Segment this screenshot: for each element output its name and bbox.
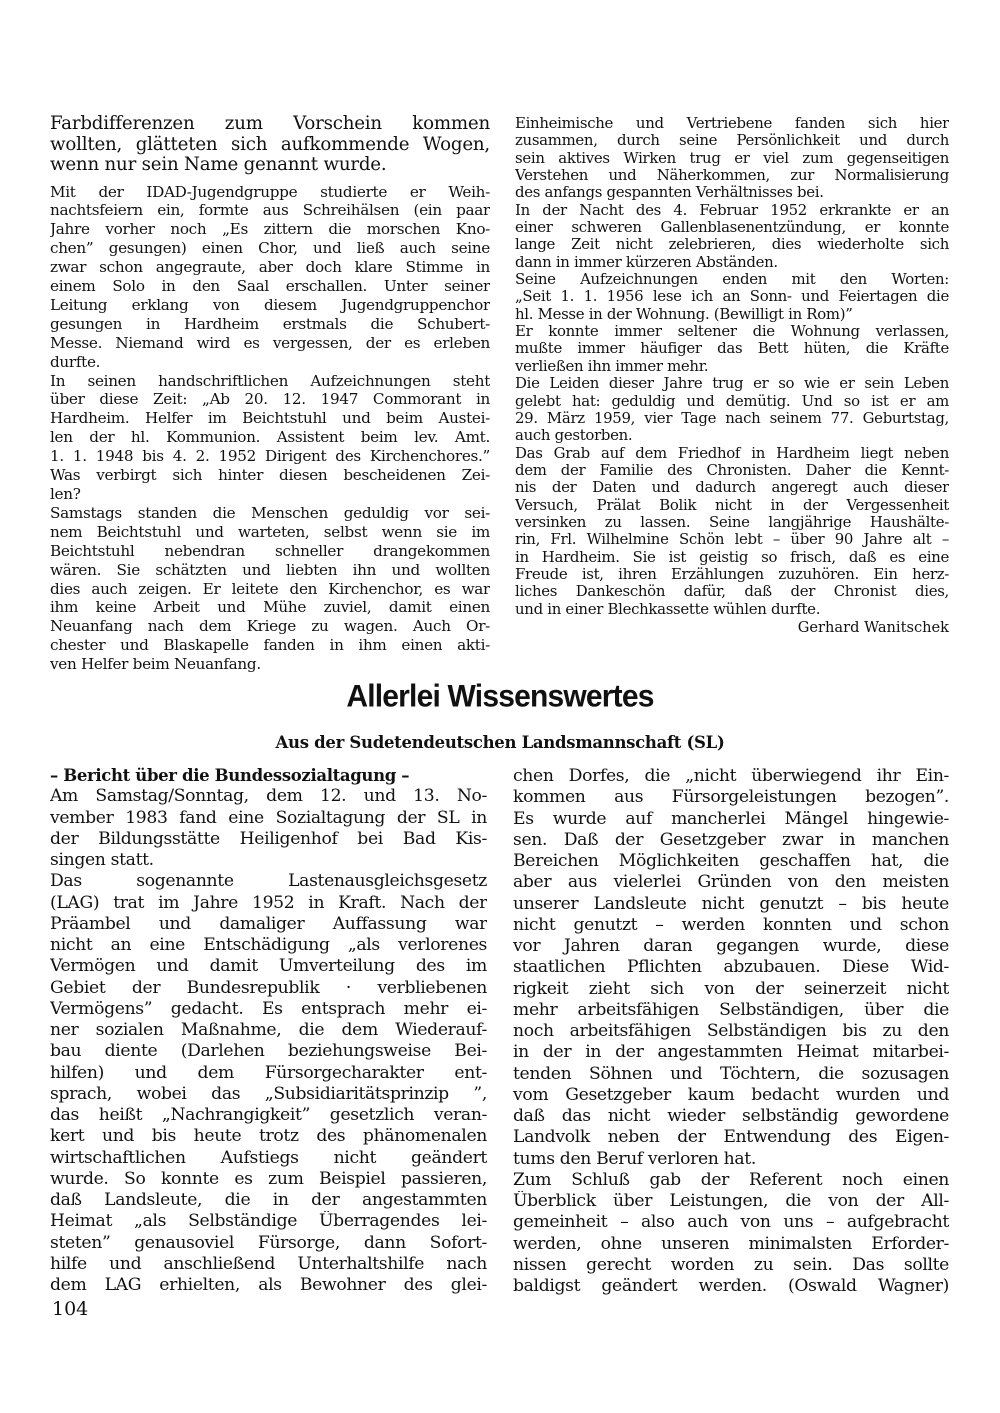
text-line: tums den Beruf verloren hat.	[513, 1148, 756, 1169]
text-line: In seinen handschriftlichen Aufzeichnungen steht	[50, 371, 490, 390]
text-line: rin, Frl. Wilhelmine Schön lebt – über 90 Jahre alt –	[515, 531, 949, 549]
text-line: In der Nacht des 4. Februar 1952 erkrankte er an	[515, 201, 949, 219]
text-line: baldigst geändert werden. (Oswald Wagner)	[513, 1276, 949, 1296]
text-line: dem LAG erhielten, als Bewohner des glei-	[50, 1275, 487, 1295]
text-line: Neuanfang nach dem Kriege zu wagen. Auch Or-	[50, 617, 490, 636]
text-line: in der in der angestammten Heimat mitarbei-	[513, 1042, 949, 1063]
text-line: vor Jahren daran gegangen wurde, diese	[513, 936, 949, 956]
paragraph	[50, 504, 490, 674]
article-paragraphs	[50, 183, 490, 675]
text-line: vom Gesetzgeber kaum bedacht wurden und	[513, 1084, 949, 1105]
report-heading: – Bericht über die Bundessozialtagung –	[50, 766, 410, 785]
text-line: wurde. So konnte es zum Beispiel passieren,	[50, 1168, 487, 1189]
text-line: Verstehen und Näherkommen, zur Normalisierung	[515, 167, 949, 185]
text-line: ihm keine Arbeit und Mühe zuviel, damit einen	[50, 598, 490, 617]
text-line: nachtsfeiern ein, formte aus Schreihälsen (ein paar	[50, 201, 490, 220]
text-line: Zum Schluß gab der Referent noch einen	[513, 1169, 949, 1190]
paragraph	[50, 183, 490, 372]
text-line: Messe. Niemand wird es vergessen, der es erleben	[50, 333, 490, 352]
text-line: Die Leiden dieser Jahre trug er so wie er sein Leben	[515, 375, 949, 393]
text-line: chester und Blaskapelle fanden in ihm einen akti-	[50, 636, 490, 655]
text-line: singen statt.	[50, 850, 154, 870]
text-line: lange Zeit nicht zelebrieren, dies wiederholte sich	[515, 236, 949, 254]
report-paragraphs	[50, 786, 487, 1296]
paragraph	[50, 871, 487, 1296]
text-line: ven Helfer beim Neuanfang.	[50, 655, 261, 674]
text-line: 1. 1. 1948 bis 4. 2. 1952 Dirigent des Kirchenchores.”	[50, 447, 490, 466]
text-line: ner sozialen Maßnahme, die dem Wiederauf-	[50, 1020, 487, 1040]
text-line: wenn nur sein Name genannt wurde.	[50, 155, 387, 175]
text-line: Beichtstuhl nebendran schneller drangekommen	[50, 541, 490, 560]
text-line: Vermögen und damit Umverteilung des im	[50, 956, 487, 977]
text-line: nicht an eine Entschädigung „als verlorenes	[50, 935, 487, 955]
text-line: Versuch, Prälat Bolik nicht in der Vergessenheit	[515, 496, 949, 514]
text-line: der Bildungsstätte Heiligenhof bei Bad Kis-	[50, 828, 487, 849]
text-line: Gebiet der Bundesrepublik · verbliebenen	[50, 977, 487, 998]
text-line: 29. März 1959, vier Tage nach seinem 77. Geburtstag,	[515, 409, 949, 427]
text-line: Präambel und damaliger Auffassung war	[50, 913, 487, 934]
text-line: liches Dankeschön dafür, daß der Chronist dies,	[515, 583, 949, 601]
text-line: mehr arbeitsfähigen Selbständigen, über die	[513, 999, 949, 1020]
text-line: bau diente (Darlehen beziehungsweise Bei-	[50, 1041, 487, 1062]
text-line: nem Beichtstuhl und warteten, selbst wenn sie im	[50, 522, 490, 541]
text-line: hilfe und anschließend Unterhaltshilfe nach	[50, 1253, 487, 1274]
text-line: verließen ihn immer mehr.	[515, 357, 709, 375]
text-line: Am Samstag/Sonntag, dem 12. und 13. No-	[50, 786, 487, 807]
text-line: mußte immer häufiger das Bett hüten, die Kräfte	[515, 340, 949, 358]
text-line: chen Dorfes, die „nicht überwiegend ihr Ein-	[513, 766, 949, 786]
paragraph	[513, 766, 949, 1170]
text-line: Überblick über Leistungen, die von der All-	[513, 1191, 949, 1211]
text-line: wollten, glätteten sich aufkommende Wogen,	[50, 134, 490, 155]
text-line: gemeinheit – also auch von uns – aufgebracht	[513, 1212, 949, 1233]
text-line: Das Grab auf dem Friedhof in Hardheim liegt neben	[515, 444, 949, 462]
intro-paragraph	[50, 114, 490, 176]
text-line: tenden Söhnen und Töchtern, die sozusagen	[513, 1063, 949, 1084]
text-line: Das sogenannte Lastenausgleichsgesetz	[50, 871, 487, 892]
text-line: noch arbeitsfähigen Selbständigen bis zu den	[513, 1021, 949, 1041]
text-line: daß Landsleute, die in der angestammten	[50, 1190, 487, 1210]
text-line: gesungen in Hardheim erstmals die Schubert-	[50, 314, 490, 333]
text-line: dem der Familie des Chronisten. Daher die Kennt-	[515, 461, 949, 479]
text-line: Jahre vorher noch „Es zittern die morschen Kno-	[50, 220, 490, 239]
text-line: (LAG) trat im Jahre 1952 in Kraft. Nach der	[50, 892, 487, 913]
text-line: hl. Messe in der Wohnung. (Bewilligt in Rom)”	[515, 305, 853, 323]
text-line: Vermögens” gedacht. Es entsprach mehr ei-	[50, 998, 487, 1019]
text-line: unserer Landsleute nicht genutzt – bis heute	[513, 893, 949, 914]
bottom-left-column	[50, 765, 487, 1296]
text-line: auch gestorben.	[515, 427, 633, 445]
paragraph	[515, 115, 949, 202]
text-line: zusammen, durch seine Persönlichkeit und durch	[515, 132, 949, 150]
paragraph	[513, 1170, 949, 1298]
section-subtitle: Aus der Sudetendeutschen Landsmannschaft (SL)	[275, 733, 725, 752]
text-line: einem Solo in den Saal erschallen. Unter seiner	[50, 277, 490, 296]
text-line: Freude ist, ihren Erzählungen zuzuhören. Ein herz-	[515, 565, 949, 583]
page-number: 104	[52, 1298, 89, 1320]
paragraph	[515, 445, 949, 618]
report-paragraphs	[513, 766, 949, 1297]
section-title: Allerlei Wissenswertes	[346, 679, 654, 714]
text-line: kert und bis heute trotz des phänomenalen	[50, 1126, 487, 1147]
text-line: über diese Zeit: „Ab 20. 12. 1947 Commorant in	[50, 390, 490, 409]
text-line: dies auch zeigen. Er leitete den Kirchenchor, es war	[50, 579, 490, 598]
text-line: chen” gesungen) einen Chor, und ließ auch seine	[50, 239, 490, 258]
text-line: Leitung erklang von diesem Jugendgruppenchor	[50, 295, 490, 314]
paragraph	[515, 202, 949, 271]
text-line: kommen aus Fürsorgeleistungen bezogen”.	[513, 787, 949, 808]
text-line: dann in immer kürzeren Abständen.	[515, 253, 778, 271]
text-line: sein aktives Wirken trug er viel zum gegenseitigen	[515, 149, 949, 167]
text-line: nicht genutzt – werden konnten und schon	[513, 914, 949, 935]
text-line: steten” genausoviel Fürsorge, dann Sofort-	[50, 1232, 487, 1253]
paragraph	[515, 323, 949, 375]
text-line: Er konnte immer seltener die Wohnung verlassen,	[515, 323, 949, 341]
text-line: hilfen) und dem Fürsorgecharakter ent-	[50, 1062, 487, 1083]
text-line: nissen gerecht worden zu sein. Das sollte	[513, 1254, 949, 1275]
text-line: aber aus vielerlei Gründen von den meisten	[513, 872, 949, 893]
paragraph	[50, 372, 490, 504]
text-line: Seine Aufzeichnungen enden mit den Worten:	[515, 271, 949, 289]
top-left-column	[50, 114, 490, 674]
text-line: Landvolk neben der Entwendung des Eigen-	[513, 1127, 949, 1148]
text-line: Bereichen Möglichkeiten geschaffen hat, die	[513, 851, 949, 871]
text-line: staatlichen Pflichten abzubauen. Diese Wid-	[513, 957, 949, 978]
text-line: Samstags standen die Menschen geduldig vor sei-	[50, 503, 490, 522]
paragraph	[50, 786, 487, 871]
author-signature: Gerhard Wanitschek	[797, 618, 949, 636]
text-line: in Hardheim. Sie ist geistig so frisch, daß es eine	[515, 548, 949, 566]
text-line: das heißt „Nachrangigkeit” gesetzlich veran-	[50, 1105, 487, 1125]
text-line: wirtschaftlichen Aufstiegs nicht geändert	[50, 1147, 487, 1168]
text-line: Mit der IDAD-Jugendgruppe studierte er Weih-	[50, 182, 490, 201]
text-line: werden, ohne unseren minimalsten Erforder-	[513, 1233, 949, 1254]
text-line: gelebt hat: geduldig und demütig. Und so ist er am	[515, 392, 949, 410]
paragraph	[515, 271, 949, 323]
text-line: und in einer Blechkassette wühlen durfte.	[515, 600, 821, 618]
text-line: „Seit 1. 1. 1956 lese ich an Sonn- und Feiertagen die	[515, 288, 949, 306]
text-line: zwar schon angegraute, aber doch klare Stimme in	[50, 258, 490, 277]
text-line: Was verbirgt sich hinter diesen bescheidenen Zei-	[50, 466, 490, 485]
text-line: Es wurde auf mancherlei Mängel hingewie-	[513, 808, 949, 829]
text-line: einer schweren Gallenblasenentzündung, er konnte	[515, 219, 949, 237]
top-right-column	[515, 115, 949, 637]
text-line: des anfangs gespannten Verhältnisses bei.	[515, 184, 824, 202]
text-line: durfte.	[50, 352, 101, 371]
text-line: vember 1983 fand eine Sozialtagung der SL in	[50, 807, 487, 828]
text-line: versinken zu lassen. Seine langjährige Haushälte-	[515, 513, 949, 531]
text-line: wären. Sie schätzten und liebten ihn und wollten	[50, 560, 490, 579]
text-line: sen. Daß der Gesetzgeber zwar in manchen	[513, 829, 949, 850]
text-line: Hardheim. Helfer im Beichtstuhl und beim Austei-	[50, 409, 490, 428]
text-line: len der hl. Kommunion. Assistent beim lev. Amt.	[50, 428, 490, 447]
text-line: nis der Daten und dadurch angeregt auch dieser	[515, 479, 949, 497]
article-paragraphs	[515, 115, 949, 618]
text-line: len?	[50, 485, 81, 503]
bottom-right-column	[513, 766, 949, 1297]
text-line: Heimat „als Selbständige Überragendes lei-	[50, 1211, 487, 1232]
text-line: Einheimische und Vertriebene fanden sich hier	[515, 115, 949, 132]
text-line: daß das nicht wieder selbständig gewordene	[513, 1106, 949, 1126]
text-line: sprach, wobei das „Subsidiaritätsprinzip ”,	[50, 1083, 487, 1104]
text-line: Farbdifferenzen zum Vorschein kommen	[50, 114, 490, 134]
text-line: rigkeit zieht sich von der seinerzeit nicht	[513, 978, 949, 999]
paragraph	[515, 375, 949, 444]
